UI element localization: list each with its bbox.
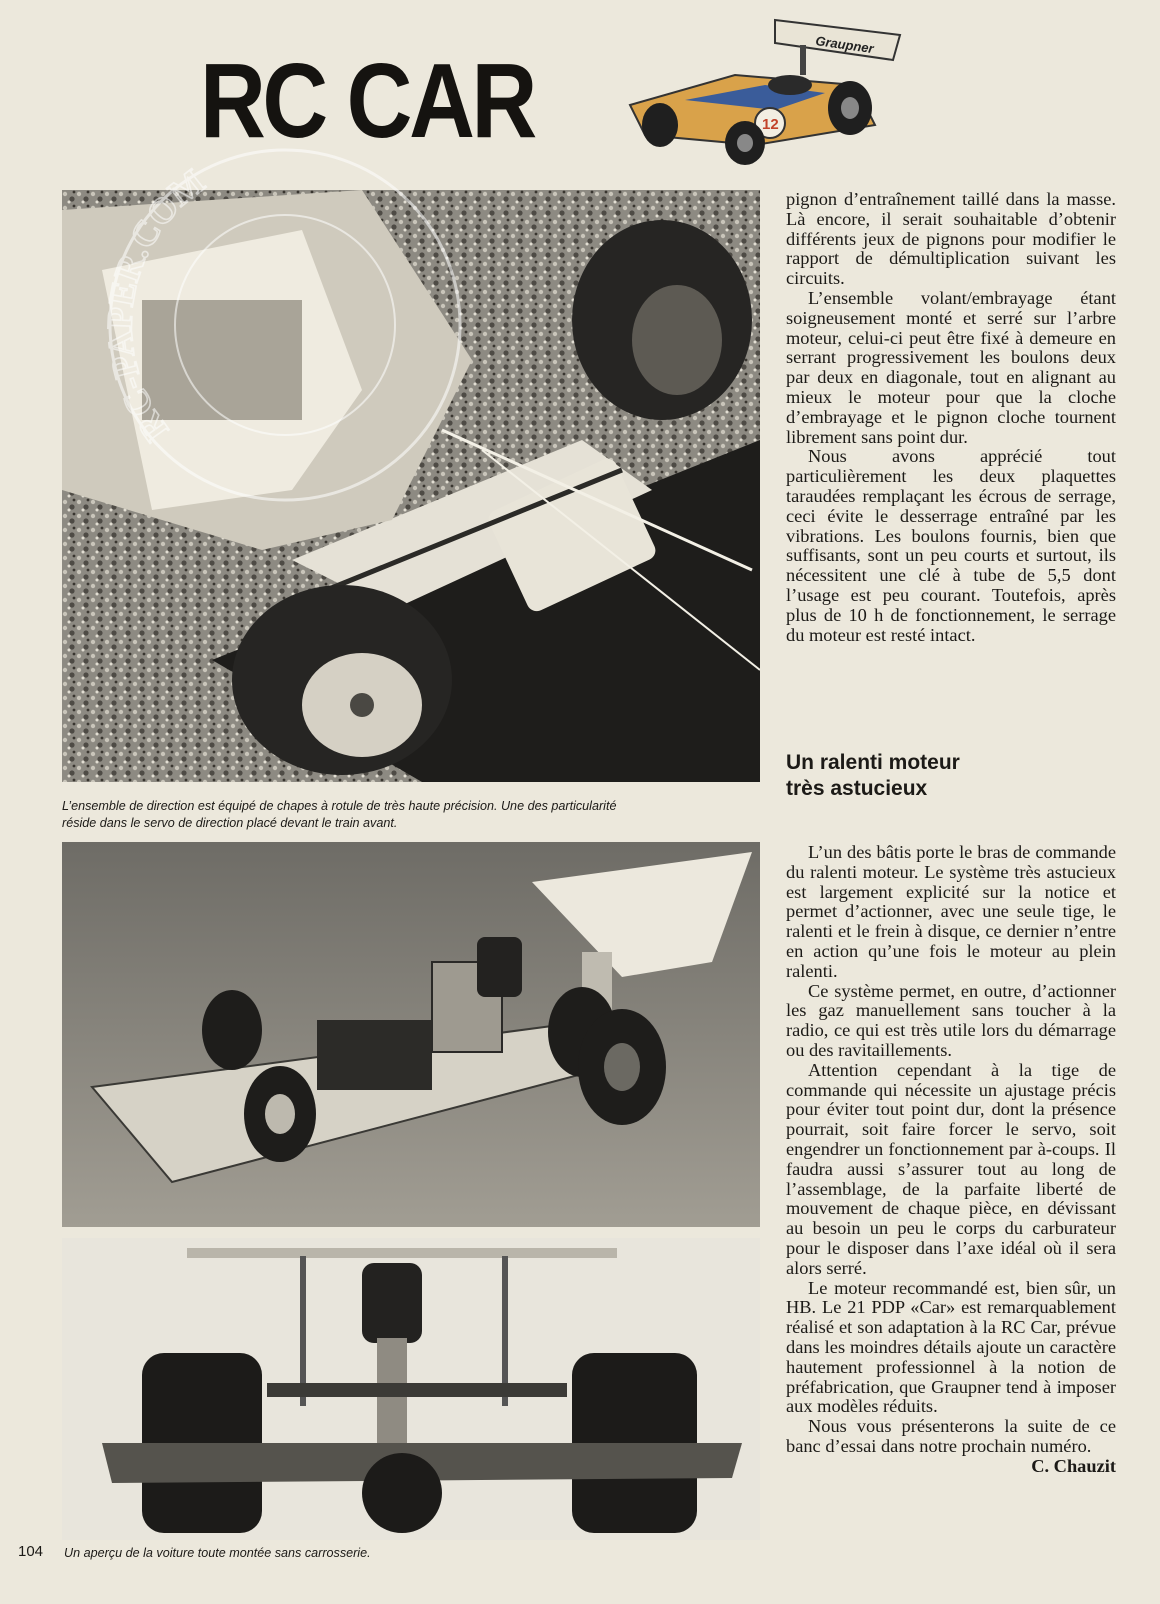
steering-closeup-photo	[62, 190, 760, 782]
chassis-rear-view-photo	[62, 1238, 760, 1540]
article-paragraph: L’un des bâtis porte le bras de commande du ralenti moteur. Le système très astucieux est largement explicité sur la notice et permet d’actionner, avec une seule tige, le ralenti et le frein à disque, ce dernier n’entre en action qu’une fois le moteur au plein ralenti.	[786, 842, 1116, 981]
author-name: C. Chauzit	[1031, 1455, 1116, 1476]
car-number: 12	[762, 116, 779, 133]
watermark-text: RC-PAPER.COM	[99, 161, 213, 449]
article-paragraph: L’ensemble volant/embrayage étant soigneusement monté et serré sur l’arbre moteur, celui-ci peut être fixé à demeure en serrant progressivement les boulons deux par deux en diagonale, tout en alignant au mieux le moteur pour que la cloche d’embrayage et le pignon cloche tournent librement sans point dur.	[786, 287, 1116, 447]
page-number: 104	[18, 1543, 44, 1560]
photo1-caption	[62, 798, 762, 832]
article-paragraph: Le moteur recommandé est, bien sûr, un HB. Le 21 PDP «Car» est remarquablement réalisé et son adaptation à la RC Car, prévue dans les moindres détails ajoute un caractère hautement professionnel à la notion de préfabrication, que Graupner tend à imposer aux modèles réduits.	[786, 1277, 1116, 1417]
article-paragraph: pignon d’entraînement taillé dans la masse. Là encore, il serait souhaitable d’obtenir différents jeux de pignons pour modifier le rapport de démultiplication suivant les circuits.	[786, 189, 1116, 289]
photo3-caption: Un aperçu de la voiture toute montée sans carrosserie.	[64, 1546, 371, 1560]
article-paragraph: Ce système permet, en outre, d’actionner les gaz manuellement sans toucher à la radio, ce qui est très utile lors du démarrage ou des ravitaillements.	[786, 980, 1116, 1060]
article-closing: Nous vous présenterons la suite de ce banc d’essai dans notre prochain numéro.	[786, 1416, 1116, 1456]
section-heading-line2: très astucieux	[786, 777, 928, 800]
photo1-caption-line2: réside dans le servo de direction placé devant le train avant.	[62, 816, 398, 830]
section-heading-line1: Un ralenti moteur	[786, 751, 960, 774]
photo1-caption-line1: L’ensemble de direction est équipé de chapes à rotule de très haute précision. Une des particularité	[62, 799, 617, 813]
race-car-illustration	[625, 5, 925, 175]
article-paragraph: Attention cependant à la tige de commande qui nécessite un ajustage précis pour éviter tout point dur, dont la présence pourrait, soit faire forcer le servo, soit engendrer un fonctionnement par à-coups. Il faudra aussi s’assurer tout au long de l’assemblage, de la parfaite liberté de mouvement de chaque pièce, en dévissant au besoin un peu le corps du carburateur pour le disposer dans l’axe idéal où il sera alors serré.	[786, 1059, 1116, 1278]
article-paragraph: Nous avons apprécié tout particulièrement les deux plaquettes taraudées remplaçant les écrous de serrage, ceci évite le desserrage entraîné par les vibrations. Les boulons fournis, bien que suffisants, sont un peu courts et surtout, ils nécessitent une clé à tube de 5,5 dont l’usage est peu courant. Toutefois, après plus de 10 h de fonctionnement, le serrage du moteur est resté intact.	[786, 446, 1116, 645]
section-heading	[786, 750, 1116, 802]
page-title: RC CAR	[200, 42, 534, 160]
byline	[786, 1457, 1116, 1477]
article-column-top	[786, 190, 1116, 645]
wing-brand-text: Graupner	[814, 33, 875, 57]
article-column-bottom	[786, 843, 1116, 1477]
chassis-side-view-photo	[62, 842, 760, 1227]
